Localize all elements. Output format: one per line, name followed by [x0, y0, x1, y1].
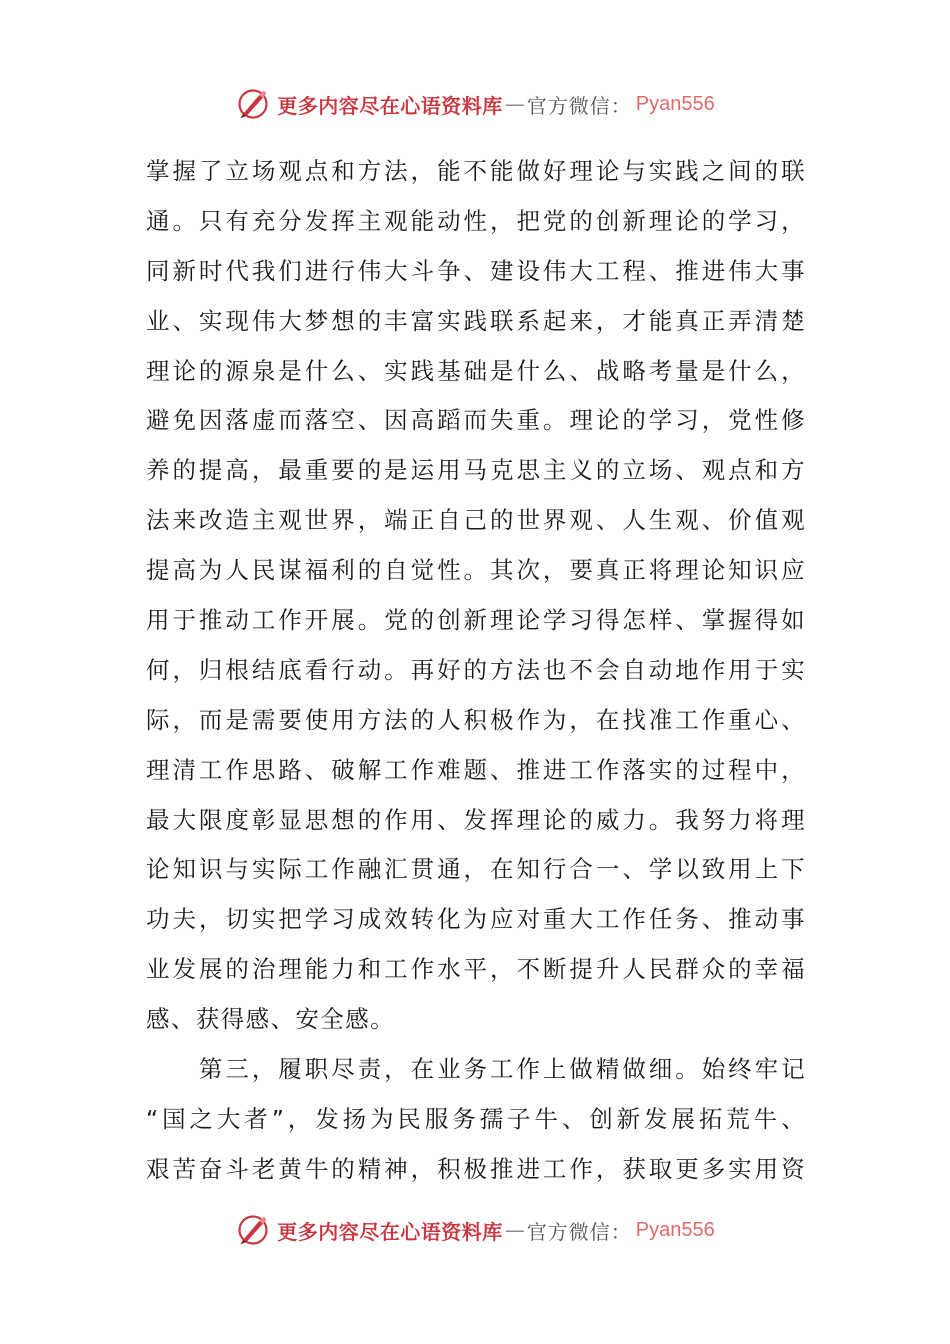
body-line-paragraph-start: 第三，履职尽责，在业务工作上做精做细。始终牢记 — [146, 1055, 806, 1084]
brand-text: 更多内容尽在心语资料库 — [277, 1219, 503, 1244]
body-line: 艰苦奋斗老黄牛的精神，积极推进工作，获取更多实用资 — [146, 1154, 806, 1183]
body-line: 功夫，切实把学习成效转化为应对重大工作任务、推动事 — [146, 905, 806, 934]
pen-logo-icon — [235, 1212, 271, 1248]
body-line: “国之大者”，发扬为民服务孺子牛、创新发展拓荒牛、 — [146, 1104, 806, 1133]
body-line: 通。只有充分发挥主观能动性，把党的创新理论的学习， — [146, 206, 806, 235]
pen-logo-icon — [235, 86, 271, 122]
wechat-account: Pyan556 — [635, 1218, 715, 1241]
body-line: 论知识与实际工作融汇贯通，在知行合一、学以致用上下 — [146, 855, 806, 884]
body-line: 法来改造主观世界，端正自己的世界观、人生观、价值观 — [146, 506, 806, 535]
body-line: 养的提高，最重要的是运用马克思主义的立场、观点和方 — [146, 456, 806, 485]
wechat-account: Pyan556 — [635, 92, 715, 115]
body-line: 理清工作思路、破解工作难题、推进工作落实的过程中， — [146, 755, 806, 784]
body-line: 业发展的治理能力和工作水平，不断提升人民群众的幸福 — [146, 955, 806, 984]
body-line-paragraph-end: 感、获得感、安全感。 — [146, 1005, 395, 1034]
body-line: 最大限度彰显思想的作用、发挥理论的威力。我努力将理 — [146, 805, 806, 834]
official-wechat-label: 官方微信： — [526, 1219, 632, 1244]
body-line: 用于推动工作开展。党的创新理论学习得怎样、掌握得如 — [146, 606, 806, 635]
banner-dash: — — [504, 1218, 525, 1242]
brand-text: 更多内容尽在心语资料库 — [277, 93, 503, 118]
banner-dash: — — [504, 92, 525, 116]
body-line: 掌握了立场观点和方法，能不能做好理论与实践之间的联 — [146, 157, 806, 185]
body-line: 避免因落虚而落空、因高蹈而失重。理论的学习，党性修 — [146, 406, 806, 435]
header-watermark-banner — [0, 82, 950, 126]
footer-watermark-banner — [0, 1208, 950, 1252]
document-body — [146, 147, 806, 1195]
body-line: 提高为人民谋福利的自觉性。其次，要真正将理论知识应 — [146, 556, 806, 585]
official-wechat-label: 官方微信： — [526, 93, 632, 118]
body-line: 何，归根结底看行动。再好的方法也不会自动地作用于实 — [146, 655, 806, 684]
body-line: 理论的源泉是什么、实践基础是什么、战略考量是什么， — [146, 356, 806, 385]
body-line: 业、实现伟大梦想的丰富实践联系起来，才能真正弄清楚 — [146, 306, 806, 335]
body-line: 际，而是需要使用方法的人积极作为，在找准工作重心、 — [146, 705, 806, 734]
body-line: 同新时代我们进行伟大斗争、建设伟大工程、推进伟大事 — [146, 256, 806, 285]
